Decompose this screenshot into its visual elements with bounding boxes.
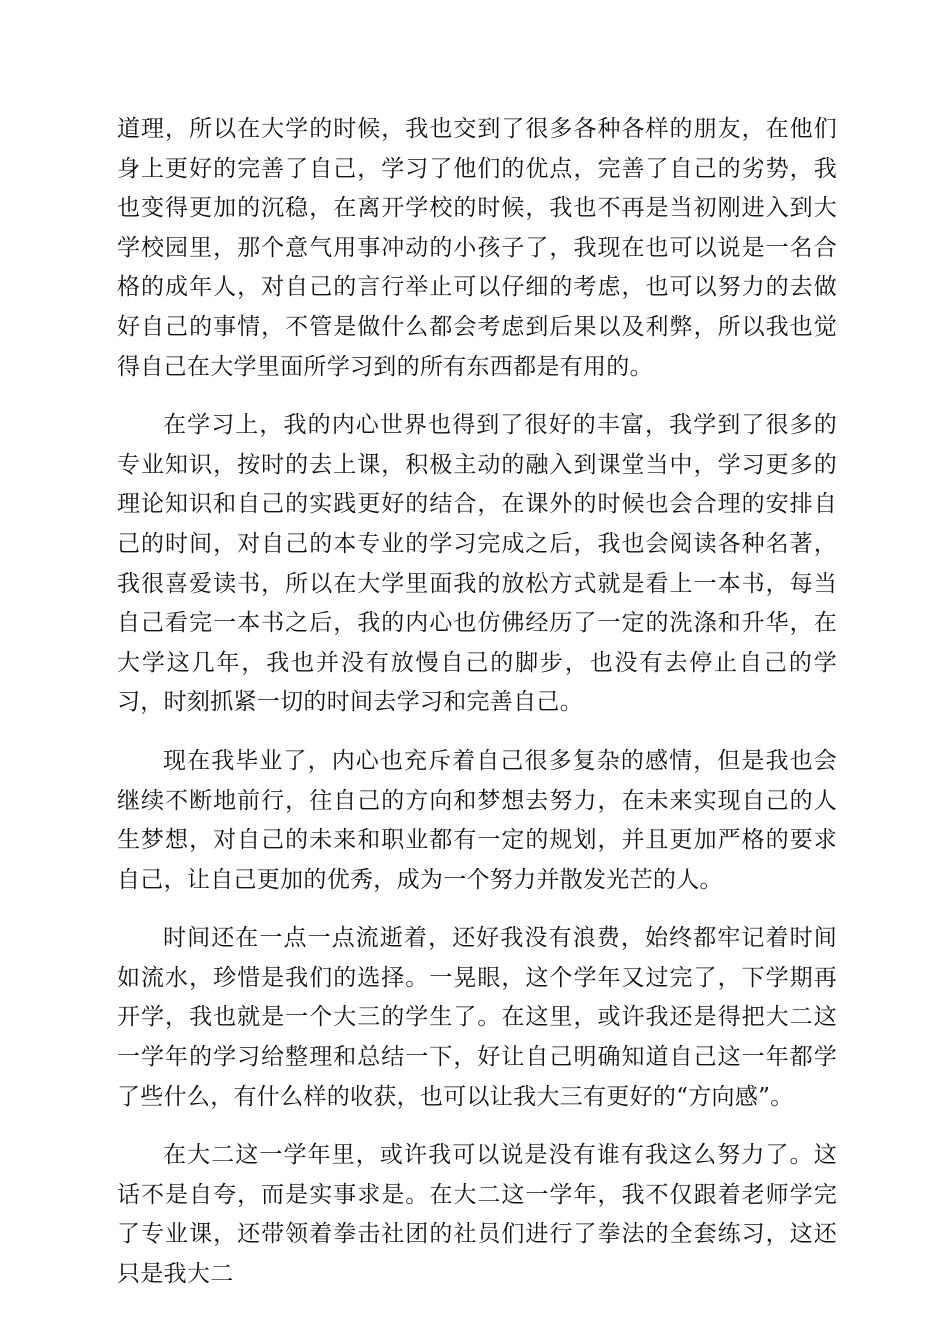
paragraph-4: 时间还在一点一点流逝着，还好我没有浪费，始终都牢记着时间如流水，珍惜是我们的选择。一晃眼，这个学年又过完了，下学期再开学，我也就是一个大三的学生了。在这里，或许我还是得把大二这一学年的学习给整理和总结一下，好让自己明确知道自己这一年都学了些什么，有什么样的收获，也可以让我大三有更好的“方向感”。 xyxy=(117,925,837,1110)
paragraph-3: 现在我毕业了，内心也充斥着自己很多复杂的感情，但是我也会继续不断地前行，往自己的方向和梦想去努力，在未来实现自己的人生梦想，对自己的未来和职业都有一定的规划，并且更加严格的要求自己，让自己更加的优秀，成为一个努力并散发光芒的人。 xyxy=(117,747,837,893)
paragraph-2: 在学习上，我的内心世界也得到了很好的丰富，我学到了很多的专业知识，按时的去上课，积极主动的融入到课堂当中，学习更多的理论知识和自己的实践更好的结合，在课外的时候也会合理的安排自己的时间，对自己的本专业的学习完成之后，我也会阅读各种名著，我很喜爱读书，所以在大学里面我的放松方式就是看上一本书，每当自己看完一本书之后，我的内心也仿佛经历了一定的洗涤和升华，在大学这几年，我也并没有放慢自己的脚步，也没有去停止自己的学习，时刻抓紧一切的时间去学习和完善自己。 xyxy=(117,412,837,716)
paragraph-1: 道理，所以在大学的时候，我也交到了很多各种各样的朋友，在他们身上更好的完善了自己，学习了他们的优点，完善了自己的劣势，我也变得更加的沉稳，在离开学校的时候，我也不再是当初刚进入到大学校园里，那个意气用事冲动的小孩子了，我现在也可以说是一名合格的成年人，对自己的言行举止可以仔细的考虑，也可以努力的去做好自己的事情，不管是做什么都会考虑到后果以及利弊，所以我也觉得自己在大学里面所学习到的所有东西都是有用的。 xyxy=(117,116,837,380)
paragraph-5: 在大二这一学年里，或许我可以说是没有谁有我这么努力了。这话不是自夸，而是实事求是。在大二这一学年，我不仅跟着老师学完了专业课，还带领着拳击社团的社员们进行了拳法的全套练习，这还只是我大二 xyxy=(117,1142,837,1288)
document-body xyxy=(117,110,837,1314)
